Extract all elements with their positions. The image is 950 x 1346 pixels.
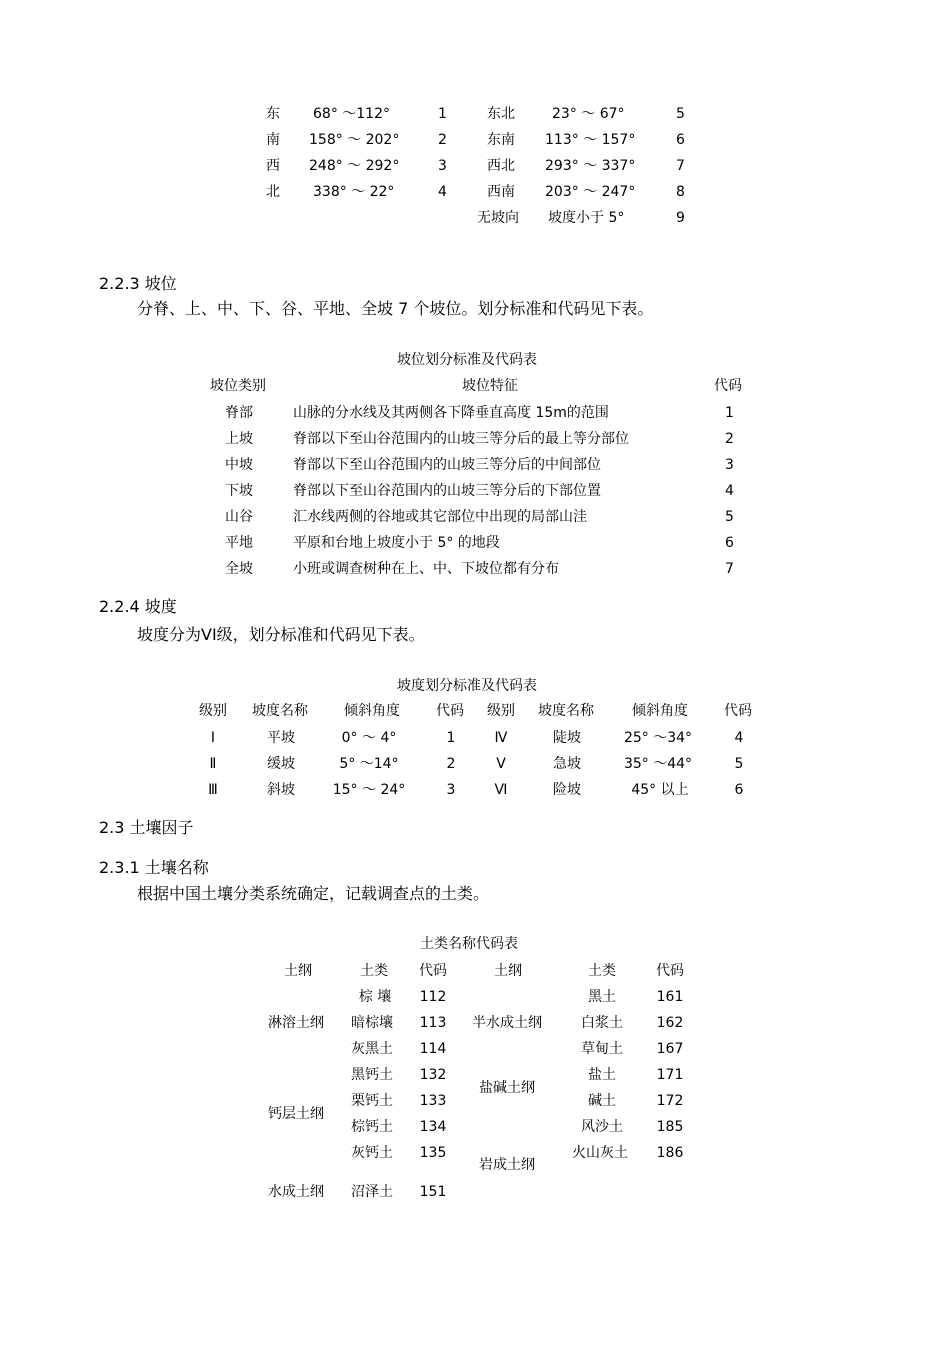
table-caption: 坡位划分标准及代码表 bbox=[397, 352, 537, 368]
soil-type: 灰黑土 bbox=[351, 1041, 393, 1057]
soil-code: 161 bbox=[656, 989, 684, 1005]
section-heading: 2.2.4 坡度 bbox=[99, 597, 177, 616]
soil-type: 灰钙土 bbox=[351, 1145, 393, 1161]
soil-type: 草甸土 bbox=[581, 1041, 623, 1057]
aspect-code: 8 bbox=[676, 184, 685, 200]
slope-position-feature: 脊部以下至山谷范围内的山坡三等分后的下部位置 bbox=[293, 483, 601, 499]
soil-type: 黑钙土 bbox=[351, 1067, 393, 1083]
soil-order: 水成土纲 bbox=[268, 1184, 324, 1200]
slope-position-code: 2 bbox=[725, 431, 734, 447]
soil-type: 火山灰土 bbox=[572, 1145, 628, 1161]
gradient-level: Ⅴ bbox=[496, 756, 506, 772]
aspect-code: 1 bbox=[438, 106, 447, 122]
aspect-code: 9 bbox=[676, 210, 685, 226]
soil-code: 186 bbox=[656, 1145, 684, 1161]
table-header: 代码 bbox=[724, 703, 752, 719]
slope-position-code: 7 bbox=[725, 561, 734, 577]
section-heading: 2.3.1 土壤名称 bbox=[99, 858, 209, 877]
table-header: 代码 bbox=[714, 378, 742, 394]
slope-position-name: 下坡 bbox=[225, 483, 253, 499]
gradient-angle: 5° ～14° bbox=[339, 756, 399, 772]
slope-position-code: 4 bbox=[725, 483, 734, 499]
soil-type: 暗棕壤 bbox=[351, 1015, 393, 1031]
aspect-direction: 南 bbox=[266, 132, 280, 148]
soil-order: 半水成土纲 bbox=[472, 1015, 542, 1031]
slope-position-feature: 脊部以下至山谷范围内的山坡三等分后的中间部位 bbox=[293, 457, 601, 473]
slope-position-feature: 平原和台地上坡度小于 5° 的地段 bbox=[293, 535, 500, 551]
slope-position-feature: 山脉的分水线及其两侧各下降垂直高度 15m的范围 bbox=[293, 405, 609, 421]
gradient-angle: 45° 以上 bbox=[631, 782, 689, 798]
table-header: 土类 bbox=[588, 963, 616, 979]
gradient-name: 险坡 bbox=[553, 782, 581, 798]
section-paragraph: 坡度分为VI级，划分标准和代码见下表。 bbox=[137, 625, 425, 644]
soil-type: 栗钙土 bbox=[351, 1093, 393, 1109]
slope-position-name: 脊部 bbox=[225, 405, 253, 421]
gradient-level: Ⅳ bbox=[494, 730, 508, 746]
table-header: 坡位类别 bbox=[210, 378, 266, 394]
soil-code: 112 bbox=[419, 989, 447, 1005]
aspect-direction: 西南 bbox=[487, 184, 515, 200]
gradient-angle: 25° ～34° bbox=[623, 730, 693, 746]
aspect-range: 248° ～ 292° bbox=[309, 158, 400, 174]
slope-position-name: 中坡 bbox=[225, 457, 253, 473]
aspect-code: 6 bbox=[676, 132, 685, 148]
soil-code: 134 bbox=[419, 1119, 447, 1135]
slope-position-code: 1 bbox=[725, 405, 734, 421]
slope-position-name: 平地 bbox=[225, 535, 253, 551]
table-caption: 土类名称代码表 bbox=[420, 936, 518, 952]
soil-order: 淋溶土纲 bbox=[268, 1015, 324, 1031]
aspect-range: 113° ～ 157° bbox=[545, 132, 636, 148]
aspect-direction: 东北 bbox=[487, 106, 515, 122]
soil-type: 沼泽土 bbox=[351, 1184, 393, 1200]
gradient-level: Ⅵ bbox=[494, 782, 508, 798]
gradient-name: 斜坡 bbox=[267, 782, 295, 798]
slope-position-code: 5 bbox=[725, 509, 734, 525]
table-header: 代码 bbox=[656, 963, 684, 979]
gradient-level: Ⅱ bbox=[209, 756, 217, 772]
gradient-code: 3 bbox=[446, 782, 456, 798]
soil-code: 162 bbox=[656, 1015, 684, 1031]
gradient-level: Ⅲ bbox=[208, 782, 218, 798]
section-heading: 2.2.3 坡位 bbox=[99, 274, 177, 293]
section-paragraph: 分脊、上、中、下、谷、平地、全坡 7 个坡位。划分标准和代码见下表。 bbox=[137, 299, 654, 318]
table-header: 坡位特征 bbox=[462, 378, 518, 394]
aspect-code: 3 bbox=[438, 158, 447, 174]
table-header: 级别 bbox=[487, 703, 515, 719]
section-heading: 2.3 土壤因子 bbox=[99, 818, 194, 837]
section-paragraph: 根据中国土壤分类系统确定，记载调查点的土类。 bbox=[137, 884, 490, 903]
gradient-code: 6 bbox=[734, 782, 744, 798]
soil-code: 151 bbox=[419, 1184, 447, 1200]
soil-order: 盐碱土纲 bbox=[479, 1080, 535, 1096]
gradient-angle: 0° ～ 4° bbox=[341, 730, 397, 746]
gradient-level: Ⅰ bbox=[210, 730, 216, 746]
soil-type: 白浆土 bbox=[581, 1015, 623, 1031]
slope-position-feature: 脊部以下至山谷范围内的山坡三等分后的最上等分部位 bbox=[293, 431, 629, 447]
soil-code: 114 bbox=[419, 1041, 447, 1057]
aspect-direction: 东 bbox=[266, 106, 280, 122]
aspect-range: 23° ～ 67° bbox=[552, 106, 625, 122]
soil-code: 171 bbox=[656, 1067, 684, 1083]
gradient-angle: 15° ～ 24° bbox=[332, 782, 406, 798]
soil-code: 132 bbox=[419, 1067, 447, 1083]
gradient-angle: 35° ～44° bbox=[623, 756, 693, 772]
slope-position-name: 上坡 bbox=[225, 431, 253, 447]
aspect-code: 4 bbox=[438, 184, 447, 200]
table-header: 土纲 bbox=[494, 963, 522, 979]
aspect-range: 338° ～ 22° bbox=[313, 184, 395, 200]
slope-position-name: 全坡 bbox=[225, 561, 253, 577]
soil-code: 135 bbox=[419, 1145, 447, 1161]
gradient-name: 陡坡 bbox=[553, 730, 581, 746]
soil-type: 盐土 bbox=[588, 1067, 616, 1083]
aspect-direction: 西 bbox=[266, 158, 280, 174]
aspect-code: 7 bbox=[676, 158, 685, 174]
soil-type: 黑土 bbox=[588, 989, 616, 1005]
soil-code: 133 bbox=[419, 1093, 447, 1109]
aspect-range: 293° ～ 337° bbox=[545, 158, 636, 174]
slope-position-feature: 小班或调查树种在上、中、下坡位都有分布 bbox=[293, 561, 559, 577]
aspect-range: 203° ～ 247° bbox=[545, 184, 636, 200]
aspect-code: 5 bbox=[676, 106, 685, 122]
aspect-direction: 东南 bbox=[487, 132, 515, 148]
table-header: 代码 bbox=[419, 963, 447, 979]
soil-order: 钙层土纲 bbox=[268, 1106, 324, 1122]
soil-code: 172 bbox=[656, 1093, 684, 1109]
aspect-range: 158° ～ 202° bbox=[309, 132, 400, 148]
table-caption: 坡度划分标准及代码表 bbox=[397, 678, 537, 694]
table-header: 倾斜角度 bbox=[632, 703, 688, 719]
soil-code: 167 bbox=[656, 1041, 684, 1057]
table-header: 土纲 bbox=[284, 963, 312, 979]
gradient-name: 缓坡 bbox=[267, 756, 295, 772]
gradient-code: 4 bbox=[734, 730, 744, 746]
table-header: 坡度名称 bbox=[538, 703, 594, 719]
aspect-range: 68° ～112° bbox=[313, 106, 390, 122]
slope-position-name: 山谷 bbox=[225, 509, 253, 525]
table-header: 代码 bbox=[436, 703, 464, 719]
aspect-range: 坡度小于 5° bbox=[548, 210, 625, 226]
gradient-name: 急坡 bbox=[553, 756, 581, 772]
aspect-direction: 无坡向 bbox=[477, 210, 519, 226]
slope-position-feature: 汇水线两侧的谷地或其它部位中出现的局部山洼 bbox=[293, 509, 587, 525]
aspect-direction: 北 bbox=[266, 184, 280, 200]
gradient-code: 2 bbox=[446, 756, 456, 772]
aspect-direction: 西北 bbox=[487, 158, 515, 174]
aspect-code: 2 bbox=[438, 132, 447, 148]
gradient-code: 1 bbox=[446, 730, 456, 746]
slope-position-code: 3 bbox=[725, 457, 734, 473]
table-header: 坡度名称 bbox=[252, 703, 308, 719]
soil-code: 113 bbox=[419, 1015, 447, 1031]
soil-code: 185 bbox=[656, 1119, 684, 1135]
soil-order: 岩成土纲 bbox=[479, 1157, 535, 1173]
soil-type: 碱土 bbox=[588, 1093, 616, 1109]
soil-type: 棕 壤 bbox=[358, 989, 392, 1005]
slope-position-code: 6 bbox=[725, 535, 734, 551]
table-header: 级别 bbox=[199, 703, 227, 719]
gradient-name: 平坡 bbox=[267, 730, 295, 746]
table-header: 倾斜角度 bbox=[344, 703, 400, 719]
soil-type: 棕钙土 bbox=[351, 1119, 393, 1135]
soil-type: 风沙土 bbox=[581, 1119, 623, 1135]
table-header: 土类 bbox=[360, 963, 388, 979]
gradient-code: 5 bbox=[734, 756, 744, 772]
